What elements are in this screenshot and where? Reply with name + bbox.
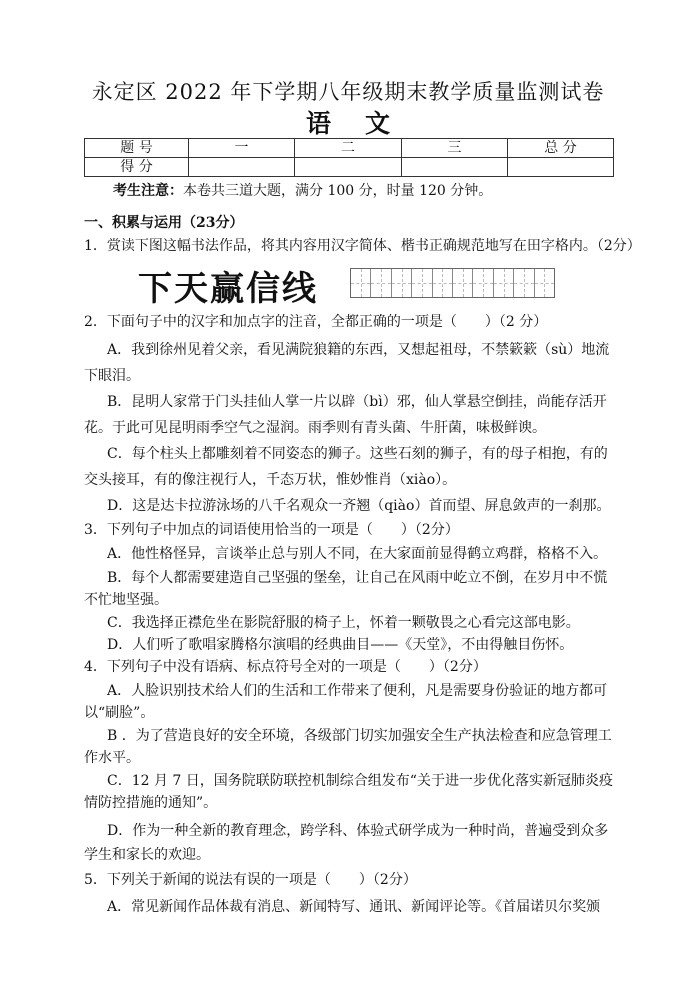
q3-option-c: C．我选择正襟危坐在影院舒服的椅子上，怀着一颗敬畏之心看完这部电影。 <box>107 615 580 631</box>
grid-cell[interactable] <box>453 269 473 297</box>
question-5-stem: 5．下列关于新闻的说法有误的一项是（ ）（2分） <box>84 872 417 888</box>
score-cell: 总 分 <box>508 139 614 158</box>
score-input-cell[interactable] <box>402 158 508 177</box>
score-input-cell[interactable] <box>189 158 295 177</box>
question-4-stem: 4．下列句子中没有语病、标点符号全对的一项是（ ）（2分） <box>84 659 487 675</box>
q4-option-d: D．作为一种全新的教育理念，跨学科、体验式研学成为一种时尚，普遍受到众多 <box>107 823 609 839</box>
q2-option-a: A．我到徐州见着父亲，看见满院狼籍的东西，又想起祖母，不禁簌簌（sù）地流 <box>107 342 610 358</box>
score-cell: 一 <box>189 139 295 158</box>
score-table-header-row <box>85 139 614 158</box>
score-table <box>84 138 614 177</box>
q2-option-b-cont: 花。于此可见昆明雨季空气之湿润。雨季则有青头菌、牛肝菌，味极鲜谀。 <box>84 420 546 436</box>
q4-option-c-cont: 情防控措施的通知”。 <box>84 795 218 811</box>
q2-option-c-cont: 交头接耳，有的像注视行人，千态万状，惟妙惟肖（xiào）。 <box>84 472 457 488</box>
exam-title: 永定区 2022 年下学期八年级期末教学质量监测试卷 <box>91 80 605 104</box>
q3-option-d: D．人们听了歌唱家腾格尔演唱的经典曲目——《天堂》，不由得触目伤怀。 <box>107 637 574 653</box>
section-heading: 一、积累与运用（23分） <box>84 215 244 231</box>
q4-option-c: C．12 月 7 日，国务院联防联控机制综合组发布“关于进一步优化落实新冠肺炎疫 <box>107 773 613 789</box>
question-1: 1．赏读下图这幅书法作品，将其内容用汉字简体、楷书正确规范地写在田字格内。（2分） <box>84 238 641 254</box>
score-cell: 二 <box>295 139 402 158</box>
score-input-cell[interactable] <box>508 158 614 177</box>
score-table-score-row <box>85 158 614 177</box>
grid-cell[interactable] <box>371 269 391 297</box>
q3-option-b: B．每个人都需要建造自己坚强的堡垒，让自己在风雨中屹立不倒，在岁月中不慌 <box>107 570 608 586</box>
q4-option-b: B ．为了营造良好的安全环境，各级部门切实加强安全生产执法检查和应急管理工 <box>107 728 612 744</box>
q2-option-d: D．这是达卡拉游泳场的八千名观众一齐翘（qiào）首而望、屏息敛声的一刹那。 <box>107 498 611 514</box>
score-cell: 三 <box>402 139 508 158</box>
score-input-cell[interactable] <box>295 158 402 177</box>
grid-cell[interactable] <box>351 269 371 297</box>
calligraphy-artwork: 下天赢信线 <box>138 269 318 309</box>
q4-option-b-cont: 作水平。 <box>84 750 140 766</box>
grid-cell[interactable] <box>514 269 534 297</box>
q2-option-c: C．每个柱头上都雕刻着不同姿态的狮子。这些石刻的狮子，有的母子相抱，有的 <box>107 446 608 462</box>
score-cell: 题 号 <box>85 139 189 158</box>
q5-option-a: A．常见新闻作品体裁有消息、新闻特写、通讯、新闻评论等。《首届诺贝尔奖颁 <box>107 899 601 915</box>
q4-option-d-cont: 学生和家长的欢迎。 <box>84 847 210 863</box>
grid-cell[interactable] <box>433 269 453 297</box>
question-3-stem: 3．下列句子中加点的词语使用恰当的一项是（ ）（2分） <box>84 522 459 538</box>
grid-cell[interactable] <box>392 269 412 297</box>
score-cell: 得 分 <box>85 158 189 177</box>
notice-label: 考生注意： <box>113 183 183 199</box>
grid-cell[interactable] <box>494 269 514 297</box>
candidate-notice <box>113 180 492 200</box>
q4-option-a-cont: 以“刷脸”。 <box>84 705 155 721</box>
grid-cell[interactable] <box>412 269 432 297</box>
q3-option-b-cont: 不忙地坚强。 <box>84 592 168 608</box>
subject-title: 语文 <box>305 109 424 138</box>
question-2-stem: 2．下面句子中的汉字和加点字的注音，全都正确的一项是（ ）（2 分） <box>84 314 548 330</box>
q3-option-a: A．他性格怪异，言谈举止总与别人不同，在大家面前显得鹤立鸡群，格格不入。 <box>107 546 608 562</box>
q4-option-a: A．人脸识别技术给人们的生活和工作带来了便利，凡是需要身份验证的地方都可 <box>107 683 608 699</box>
q2-option-a-cont: 下眼泪。 <box>84 368 140 384</box>
grid-cell[interactable] <box>535 269 554 297</box>
q2-option-b: B．昆明人家常于门头挂仙人掌一片以辟（bì）邪，仙人掌悬空倒挂，尚能存活开 <box>107 394 607 410</box>
notice-text: 本卷共三道大题，满分 100 分，时量 120 分钟。 <box>183 183 493 199</box>
tianzige-grid[interactable] <box>350 268 555 298</box>
grid-cell[interactable] <box>473 269 493 297</box>
